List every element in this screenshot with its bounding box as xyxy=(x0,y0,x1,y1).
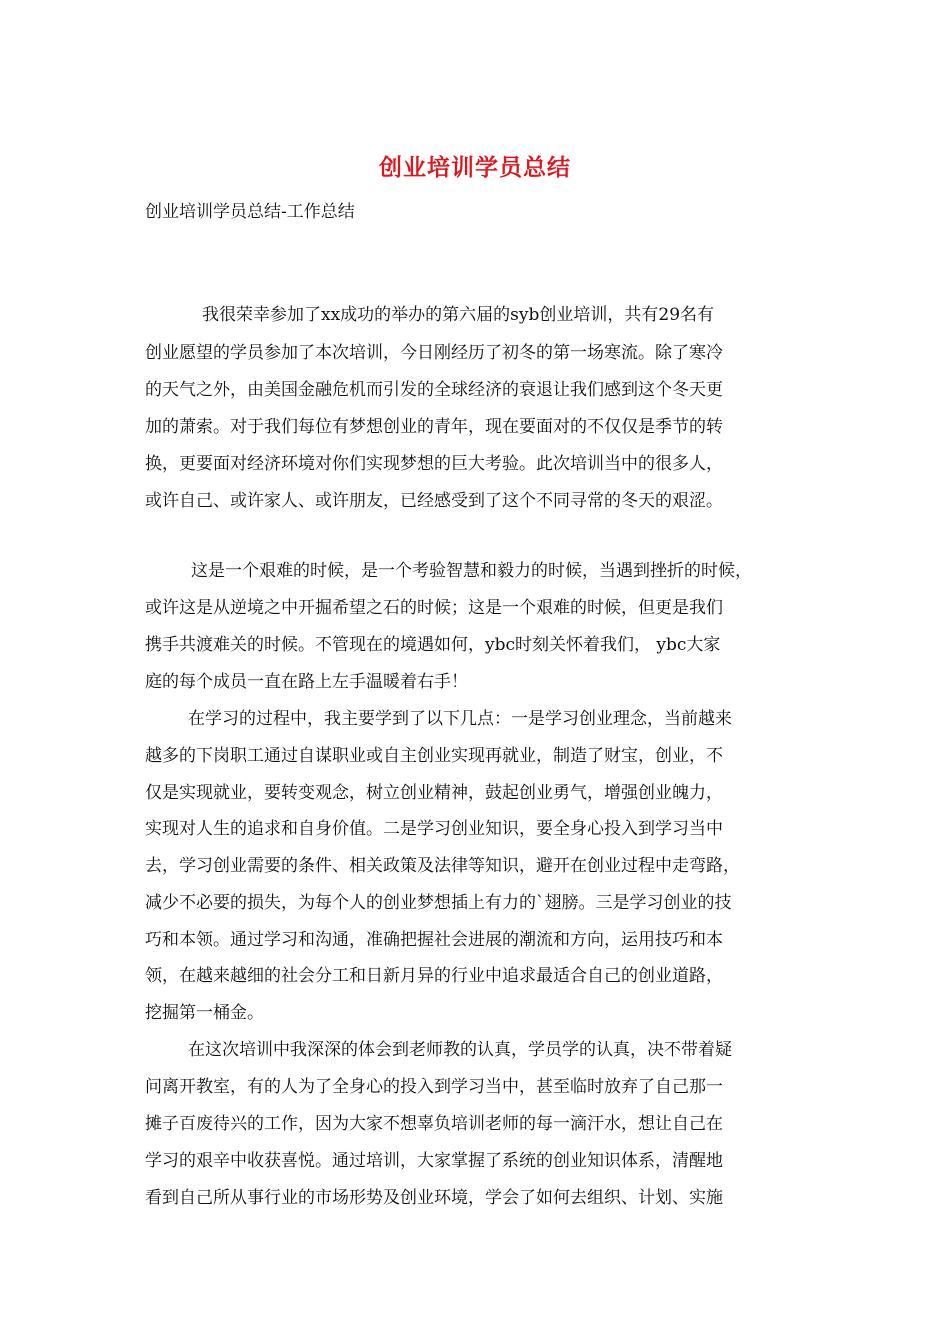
paragraph-1-line-3: 的天气之外，由美国金融危机而引发的全球经济的衰退让我们感到这个冬天更 xyxy=(145,380,723,400)
paragraph-2-line-3: 携手共渡难关的时候。不管现在的境遇如何，ybc时刻关怀着我们， ybc大家 xyxy=(145,635,721,655)
paragraph-4-line-5: 看到自己所从事行业的市场形势及创业环境，学会了如何去组织、计划、实施 xyxy=(145,1188,723,1208)
paragraph-1-line-5: 换，更要面对经济环境对你们实现梦想的巨大考验。此次培训当中的很多人， xyxy=(145,454,723,474)
paragraph-3-line-1: 在学习的过程中，我主要学到了以下几点：一是学习创业理念，当前越来 xyxy=(188,709,732,729)
paragraph-3-line-9: 挖掘第一桶金。 xyxy=(145,1003,264,1023)
paragraph-4-line-3: 摊子百废待兴的工作，因为大家不想辜负培训老师的每一滴汗水，想让自己在 xyxy=(145,1114,723,1134)
paragraph-1-line-4: 加的萧索。对于我们每位有梦想创业的青年，现在要面对的不仅仅是季节的转 xyxy=(145,417,723,437)
paragraph-2-line-2: 或许这是从逆境之中开掘希望之石的时候；这是一个艰难的时候，但更是我们 xyxy=(145,598,723,618)
paragraph-3-line-6: 减少不必要的损失，为每个人的创业梦想插上有力的`翅膀。三是学习创业的技 xyxy=(145,893,732,913)
paragraph-1-line-2: 创业愿望的学员参加了本次培训，今日刚经历了初冬的第一场寒流。除了寒冷 xyxy=(145,343,723,363)
paragraph-3-line-8: 领，在越来越细的社会分工和日新月异的行业中追求最适合自己的创业道路， xyxy=(145,966,723,986)
paragraph-3-line-7: 巧和本领。通过学习和沟通，准确把握社会进展的潮流和方向，运用技巧和本 xyxy=(145,930,723,950)
paragraph-1-line-6: 或许自己、或许家人、或许朋友，已经感受到了这个不同寻常的冬天的艰涩。 xyxy=(145,491,723,511)
paragraph-4-line-2: 问离开教室，有的人为了全身心的投入到学习当中，甚至临时放弃了自己那一 xyxy=(145,1077,723,1097)
paragraph-3-line-4: 实现对人生的追求和自身价值。二是学习创业知识，要全身心投入到学习当中 xyxy=(145,819,723,839)
document-title: 创业培训学员总结 xyxy=(379,154,571,181)
paragraph-3-line-3: 仅是实现就业，要转变观念，树立创业精神，鼓起创业勇气，增强创业魄力， xyxy=(145,783,723,803)
document-subtitle: 创业培训学员总结-工作总结 xyxy=(145,202,355,222)
paragraph-2-line-4: 庭的每个成员一直在路上左手温暖着右手！ xyxy=(145,672,468,692)
paragraph-3-line-2: 越多的下岗职工通过自谋职业或自主创业实现再就业，制造了财宝，创业，不 xyxy=(145,746,723,766)
paragraph-4-line-4: 学习的艰辛中收获喜悦。通过培训，大家掌握了系统的创业知识体系，清醒地 xyxy=(145,1151,723,1171)
paragraph-2-line-1: 这是一个艰难的时候，是一个考验智慧和毅力的时候，当遇到挫折的时候， xyxy=(191,561,752,581)
paragraph-1-line-1: 我很荣幸参加了xx成功的举办的第六届的syb创业培训，共有29名有 xyxy=(202,305,715,325)
paragraph-3-line-5: 去，学习创业需要的条件、相关政策及法律等知识，避开在创业过程中走弯路， xyxy=(145,856,740,876)
paragraph-4-line-1: 在这次培训中我深深的体会到老师教的认真，学员学的认真，决不带着疑 xyxy=(188,1040,732,1060)
